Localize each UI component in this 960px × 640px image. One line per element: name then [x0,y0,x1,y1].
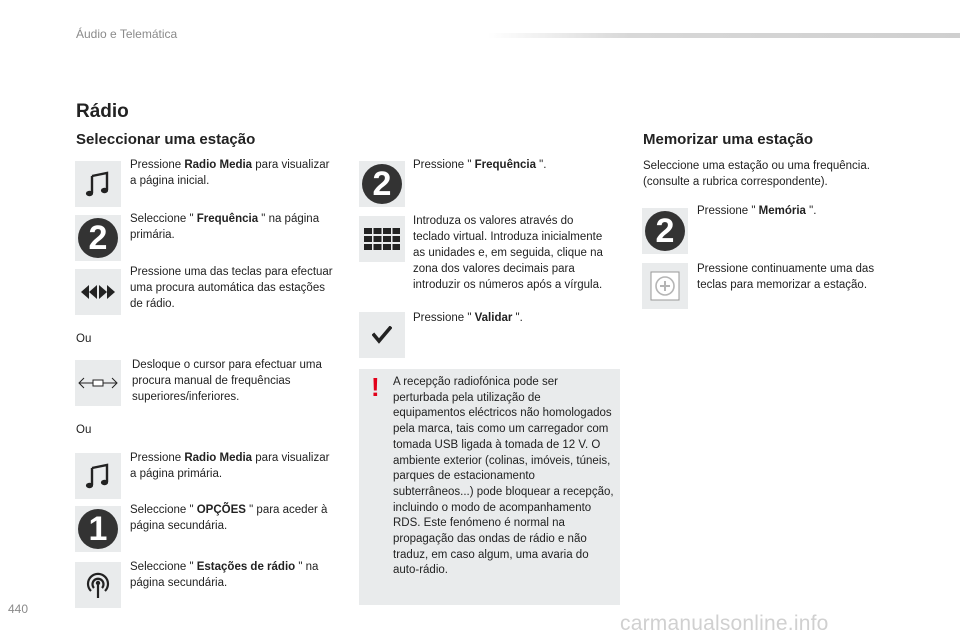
step-radio-media-primary [130,450,330,482]
text-post: " na página primária. [130,213,320,241]
step-number-box [359,161,405,207]
text-post: " na página secundária. [130,561,319,589]
watermark: carmanualsonline.info [620,612,829,635]
or-label: Ou [76,424,92,436]
warning-icon: ! [371,372,380,402]
text-bold: Validar [474,312,513,324]
step-select-options [130,502,340,534]
text-bold: Frequência [196,213,259,225]
step-auto-seek: Pressione uma das teclas para efectuar uma procura automática das estações de rádio. [130,266,333,310]
text-bold: Frequência [474,159,536,171]
music-note-icon [75,161,121,207]
right-heading: Memorizar uma estação [643,131,814,148]
text-pre: Seleccione " [130,504,197,516]
step-enter-values: Introduza os valores através do teclado virtual. Introduza inicialmente as unidades e, em seguida, clique na zona dos valores decimais para introduzir os números após a vírgula. [413,215,603,291]
text-post: para visualizar a página inicial. [130,159,330,187]
step-number: 2 [655,212,675,250]
step-manual-seek: Desloque o cursor para efectuar uma procura manual de frequências superiores/inferiores. [132,359,322,403]
number-circle [78,218,118,258]
text-pre: Pressione [130,452,185,464]
text-pre: Seleccione " [130,213,197,225]
section-header: Áudio e Telemática [76,27,178,41]
text-post: ". [535,159,547,171]
step-number: 1 [88,510,108,548]
step-press-memory [697,203,897,219]
keypad-icon [359,216,405,262]
text-pre: Pressione [130,159,185,171]
step-validate [413,310,613,326]
checkmark-icon [359,312,405,358]
tuning-slider-icon [75,360,121,406]
step-number-box [75,506,121,552]
text-post: para visualizar a página primária. [130,452,330,480]
step-number-box [642,208,688,254]
memorize-intro: Seleccione uma estação ou uma frequência. (consulte a rubrica correspondente). [643,160,870,188]
text-bold: Radio Media [184,159,253,171]
radio-stations-icon [75,562,121,608]
text-bold: OPÇÕES [196,504,246,516]
text-post: ". [512,312,523,324]
seek-buttons-icon [75,269,121,315]
header-rule [488,33,960,38]
text-pre: Pressione " [697,205,759,217]
text-pre: Pressione " [413,159,475,171]
step-select-stations [130,559,340,591]
text-post: ". [805,205,817,217]
number-circle [362,164,402,204]
number-circle [645,211,685,251]
text-bold: Radio Media [184,452,253,464]
step-select-frequency [130,211,340,243]
music-note-icon [75,453,121,499]
step-number-box [75,215,121,261]
text-pre: Seleccione " [130,561,197,573]
step-press-frequency [413,157,613,173]
text-bold: Memória [758,205,806,217]
or-label: Ou [76,333,92,345]
step-hold-key: Pressione continuamente uma das teclas para memorizar a estação. [697,263,875,291]
left-heading: Seleccionar uma estação [76,131,256,148]
step-number: 2 [372,165,392,203]
step-radio-media-home [130,157,330,189]
add-preset-icon [642,263,688,309]
text-post: " para aceder à página secundária. [130,504,328,532]
step-number: 2 [88,219,108,257]
page-title: Rádio [76,101,129,122]
text-bold: Estações de rádio [196,561,296,573]
text-pre: Pressione " [413,312,475,324]
number-circle [78,509,118,549]
warning-text: A recepção radiofónica pode ser perturbada pela utilização de equipamentos eléctricos não homologados pela marca, tais como um carregador com tomada USB ligada à tomada de 12 V. O ambiente exterior (colinas, imóveis, túneis, parques de estacionamento subterrâneos...) pode bloquear a recepção, incluindo o modo de acompanhamento RDS. Este fenómeno é normal na propagação das ondas de rádio e não traduz, em caso algum, uma avaria do auto-rádio. [393,376,614,577]
page-number: 440 [8,602,29,616]
